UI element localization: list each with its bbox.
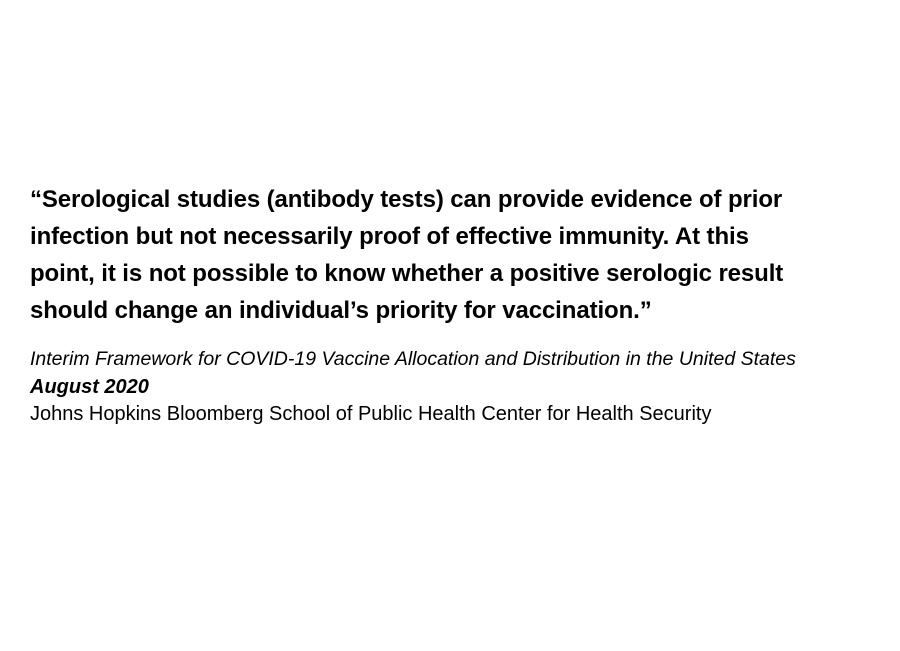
citation-date: August 2020 [30, 375, 149, 398]
quote-block [30, 181, 880, 329]
quote-line-2: infection but not necessarily proof of effective immunity. At this [30, 223, 749, 250]
quote-text [30, 181, 880, 329]
citation [30, 346, 890, 429]
citation-organization: Johns Hopkins Bloomberg School of Public Health Center for Health Security [30, 403, 712, 425]
quote-line-4: should change an individual’s priority for vaccination.” [30, 297, 652, 324]
quote-line-1: “Serological studies (antibody tests) can provide evidence of prior [30, 186, 783, 213]
citation-title: Interim Framework for COVID-19 Vaccine Allocation and Distribution in the United States [30, 348, 796, 370]
quote-line-3: point, it is not possible to know whether a positive serologic result [30, 260, 784, 287]
